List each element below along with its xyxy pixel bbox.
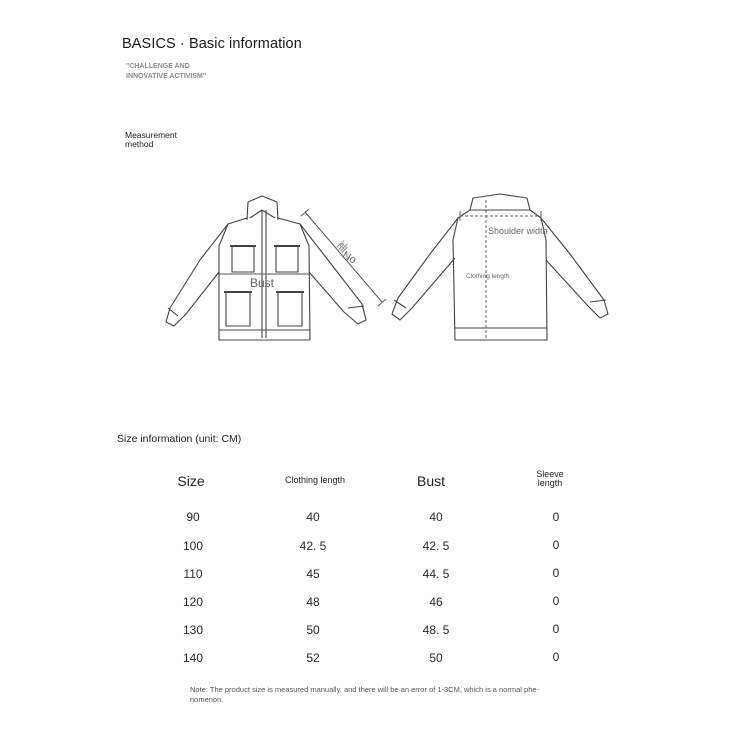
cell-size: 130 (182, 623, 204, 637)
cell-bust: 50 (429, 651, 443, 665)
cell-sleeve: 0 (552, 622, 560, 636)
cell-size: 100 (182, 539, 204, 553)
cell-size: 90 (186, 510, 200, 524)
size-table (0, 460, 750, 680)
header-sleeve-length (520, 470, 580, 488)
subtitle-line-2: INNOVATIVE ACTIVISM" (126, 73, 207, 80)
measurement-label-line-2: method (125, 139, 154, 149)
shoulder-width-label: Shoulder width (488, 226, 548, 236)
cell-size: 140 (182, 651, 204, 665)
cell-sleeve: 0 (552, 594, 560, 608)
cell-size: 110 (183, 567, 203, 581)
cell-clothing-length: 42. 5 (299, 539, 327, 553)
page-title: BASICS · Basic information (122, 36, 302, 52)
cell-clothing-length: 52 (306, 651, 320, 665)
header-sleeve-line-2: length (537, 478, 563, 488)
cell-clothing-length: 45 (306, 567, 320, 581)
cell-sleeve: 0 (552, 538, 560, 552)
cell-bust: 44. 5 (422, 567, 450, 581)
cell-clothing-length: 40 (306, 510, 320, 524)
header-clothing-length: Clothing length (284, 475, 346, 485)
sleeve-label-cn: 袖 (333, 238, 350, 256)
cell-clothing-length: 48 (306, 595, 320, 609)
size-info-title: Size information (unit: CM) (117, 433, 242, 445)
cell-sleeve: 0 (552, 650, 560, 664)
sleeve-label-no: No (340, 249, 359, 267)
note-line-1: Note: The product size is measured manually, and there will be an error of 1-3CM, which is a normal phe- (190, 685, 540, 694)
cell-sleeve: 0 (552, 566, 560, 580)
cell-bust: 42. 5 (422, 539, 450, 553)
note-line-2: nomenon. (190, 695, 224, 704)
cell-sleeve: 0 (552, 510, 560, 524)
measurement-method-label (125, 131, 215, 149)
cell-clothing-length: 50 (306, 623, 320, 637)
header-sleeve-line-1: Sleeve (536, 469, 564, 479)
measurement-label-line-1: Measurement (125, 130, 177, 140)
subtitle-line-1: "CHALLENGE AND (126, 63, 190, 70)
cell-bust: 46 (429, 595, 443, 609)
header-size: Size (177, 473, 205, 489)
cell-bust: 40 (429, 510, 443, 524)
jacket-measurement-diagram (0, 180, 750, 360)
bust-label: Bust (250, 276, 275, 290)
measurement-note (190, 685, 620, 705)
header-bust: Bust (416, 473, 445, 489)
front-jacket-illustration (166, 196, 366, 340)
clothing-length-label: Clothing length (466, 273, 510, 280)
cell-size: 120 (182, 595, 204, 609)
cell-bust: 48. 5 (422, 623, 450, 637)
page-subtitle (126, 62, 326, 82)
